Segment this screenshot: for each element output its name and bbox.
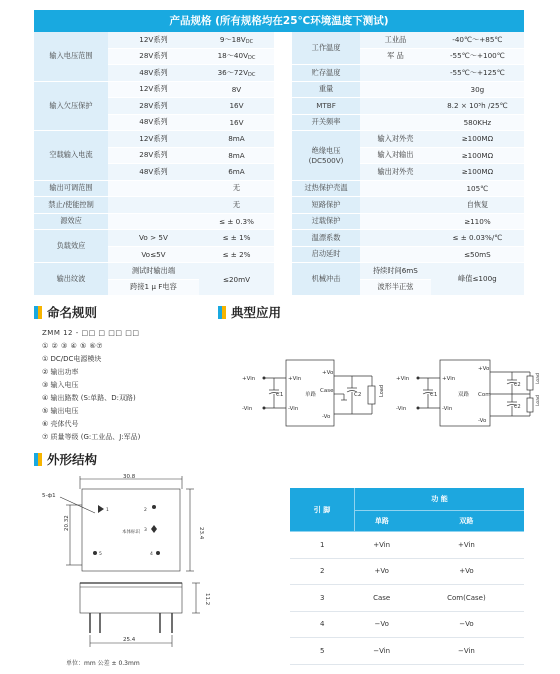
spec-left-value-text: 8mA	[228, 134, 245, 144]
pin-single-cell: −Vo	[355, 611, 409, 638]
pin-label-5: 5	[99, 552, 102, 557]
outline-units: 单位：mm 公差 ± 0.3mm	[66, 660, 140, 667]
weight-label: 重量	[292, 81, 360, 98]
freq-value: 580KHz	[431, 114, 524, 131]
single-pin-vin-p: +Vin	[288, 376, 302, 382]
dim-right: 23.4	[198, 527, 204, 540]
naming-code-line: ZMM 12 - □□ □ □□ □□	[42, 329, 140, 337]
spec-left-cat: 空载输入电流	[34, 131, 108, 181]
spec-left-value	[199, 114, 274, 131]
spec-left-value	[199, 246, 274, 263]
spec-left-value	[199, 213, 274, 230]
spec-left-value-text: 9～18V	[219, 34, 246, 44]
spec-left-cat: 负载效应	[34, 230, 108, 263]
freq-label: 开关频率	[292, 114, 360, 131]
spec-left-cond: 28V系列	[108, 147, 199, 164]
spec-left-cond: 48V系列	[108, 65, 199, 82]
dual-c2a: C2	[514, 382, 521, 388]
dual-c2b: C2	[514, 404, 521, 410]
dual-com: Com	[478, 392, 491, 398]
single-name: 单路	[305, 392, 317, 398]
naming-block	[42, 327, 140, 444]
spec-left-value	[199, 230, 274, 247]
single-c1: C1	[276, 392, 284, 398]
spec-left-cond: 跨接1 μ F电容	[108, 279, 199, 296]
dual-pin-vin-p: +Vin	[442, 376, 456, 382]
spec-left-cond: 12V系列	[108, 81, 199, 98]
spec-left-value	[199, 98, 274, 115]
spec-left-value	[199, 263, 274, 296]
shock-cond2: 波形半正弦	[360, 279, 431, 296]
spec-left-value-text: ≤ ± 2%	[222, 249, 251, 259]
iso-r3: 输出对外壳	[360, 164, 431, 181]
op-temp-industrial: 工业品	[360, 32, 431, 48]
iso-label	[292, 131, 360, 181]
pin-label-1: 1	[106, 508, 109, 513]
single-c2: C2	[354, 392, 362, 398]
dim-pitch: 25.4	[123, 637, 136, 643]
iso-label-line2: (DC500V)	[308, 155, 344, 165]
spec-left-value-text: 16V	[229, 117, 244, 127]
pin-function-table	[290, 488, 524, 665]
naming-item: ① DC/DC电源模块	[42, 355, 102, 363]
spec-left-cond: 48V系列	[108, 114, 199, 131]
weight-value: 30g	[431, 81, 524, 98]
dual-output-diagram	[390, 352, 540, 432]
spec-left-cond: 28V系列	[108, 48, 199, 65]
pin-pin-cell: 1	[290, 532, 355, 559]
naming-item: ④ 输出路数 (S:单路、D:双路)	[42, 394, 136, 402]
spec-left-value-text: 16V	[229, 101, 244, 111]
dual-vo-p: +Vo	[478, 366, 490, 372]
spec-left-cat: 输出可调范围	[34, 180, 108, 197]
naming-item: ⑦ 质量等级 (G:工业品、J:军品)	[42, 433, 141, 441]
pin-row	[290, 585, 524, 612]
spec-left-value-sub: DC	[248, 71, 256, 78]
spec-left-value-text: ≤ ± 0.3%	[219, 216, 254, 226]
mtbf-value: 8.2 × 10⁵h /25℃	[431, 98, 524, 115]
dual-load-b: Load	[536, 395, 541, 406]
spec-left-cond: 12V系列	[108, 131, 199, 148]
spec-left-value	[199, 147, 274, 164]
spec-left-cond	[108, 213, 199, 230]
spec-left-value-text: 6mA	[228, 167, 245, 177]
pin-pin-cell: 2	[290, 558, 355, 585]
spec-left-value-sub: DC	[245, 38, 254, 45]
single-load: Load	[379, 385, 385, 397]
iso-label-line1: 绝缘电压	[311, 145, 341, 155]
spec-left-value	[199, 131, 274, 148]
spec-left-value	[199, 48, 274, 65]
dual-load-a: Load	[536, 373, 541, 384]
iso-r2: 输入对输出	[360, 147, 431, 164]
single-vin-n-label: -Vin	[242, 406, 253, 412]
spec-left-value-text: 8V	[231, 84, 242, 94]
pin-dual-cell: +Vin	[409, 532, 524, 559]
op-temp-industrial-value: -40℃～+85℃	[431, 32, 524, 48]
pin-row	[290, 611, 524, 638]
spec-left-cat: 输入欠压保护	[34, 81, 108, 131]
shock-value: 峰值≤100g	[431, 263, 524, 296]
iso-v2: ≥100MΩ	[431, 147, 524, 164]
pin-col-header: 引 脚	[290, 488, 355, 532]
spec-left-cond: Vo≤5V	[108, 246, 199, 263]
naming-heading-text: 命名规则	[47, 305, 98, 320]
pin-dual-cell: −Vin	[409, 638, 524, 665]
dim-width: 30.8	[123, 474, 136, 480]
pin-row	[290, 558, 524, 585]
op-temp-military: 军 品	[360, 48, 431, 65]
outline-drawing	[40, 475, 220, 670]
dual-col-header: 双路	[409, 511, 524, 532]
tc-value: ≤ ± 0.03%/℃	[431, 230, 524, 247]
pin-single-cell: Case	[355, 585, 409, 612]
op-temp-label: 工作温度	[292, 32, 360, 65]
spec-left-value-text: 36～72V	[217, 67, 248, 77]
pin-single-cell: +Vin	[355, 532, 409, 559]
op-temp-military-value: -55℃～+100℃	[431, 48, 524, 65]
spec-left-value	[199, 164, 274, 181]
spec-left-cat: 输出纹波	[34, 263, 108, 296]
spec-table-right	[292, 32, 524, 296]
pin-label-3: 3	[144, 528, 147, 533]
single-col-header: 单路	[355, 511, 409, 532]
dual-vin-n-label: -Vin	[396, 406, 407, 412]
spec-left-value-text: ≤ ± 1%	[222, 233, 251, 243]
spec-left-cat: 源效应	[34, 213, 108, 230]
pin-dual-cell: −Vo	[409, 611, 524, 638]
storage-label: 贮存温度	[292, 65, 360, 82]
pin-pin-cell: 4	[290, 611, 355, 638]
sc-value: 自恢复	[431, 197, 524, 214]
app-heading-text: 典型应用	[231, 305, 282, 320]
naming-item: ⑤ 输出电压	[42, 407, 79, 415]
pin-label-2: 2	[144, 508, 147, 513]
storage-value: -55℃～+125℃	[431, 65, 524, 82]
single-pin-vin-n: -Vin	[288, 406, 299, 412]
spec-left-cond	[108, 197, 199, 214]
dim-height: 20.32	[64, 515, 70, 531]
app-heading	[218, 303, 281, 321]
spec-left-value	[199, 32, 274, 48]
spec-left-value-text: ≤20mV	[222, 274, 251, 284]
spec-title: 产品规格 (所有规格均在25℃环境温度下测试)	[34, 10, 524, 32]
func-col-header: 功 能	[355, 488, 525, 511]
spec-left-cond	[108, 180, 199, 197]
single-vin-p-label: +Vin	[242, 376, 256, 382]
shock-label: 机械冲击	[292, 263, 360, 296]
dual-name: 双路	[458, 392, 470, 398]
pin-pin-cell: 3	[290, 585, 355, 612]
ol-label: 过载保护	[292, 213, 360, 230]
ol-value: ≥110%	[431, 213, 524, 230]
pin-single-cell: +Vo	[355, 558, 409, 585]
outline-heading-text: 外形结构	[47, 452, 98, 467]
single-vo-p: +Vo	[322, 370, 334, 376]
spec-left-value-text: 8mA	[228, 150, 245, 160]
spec-left-value	[199, 180, 274, 197]
spec-left-cond: 48V系列	[108, 164, 199, 181]
spec-left-cat: 输入电压范围	[34, 32, 108, 81]
pin-row	[290, 532, 524, 559]
naming-heading	[34, 303, 97, 321]
spec-table-left	[34, 32, 274, 296]
spec-left-value-sub: DC	[248, 55, 256, 62]
st-value: ≤50mS	[431, 246, 524, 263]
pin-row	[290, 638, 524, 665]
spec-left-value	[199, 197, 274, 214]
ot-label: 过热保护壳温	[292, 180, 360, 197]
dual-pin-vin-n: -Vin	[442, 406, 453, 412]
sc-label: 短路保护	[292, 197, 360, 214]
outline-heading	[34, 450, 97, 468]
dual-c1: C1	[430, 392, 438, 398]
spec-left-value-text: 18～40V	[217, 51, 248, 61]
shock-cond1: 持续时间6mS	[360, 263, 431, 280]
pin-dual-cell: Com(Case)	[409, 585, 524, 612]
naming-num-line: ① ② ③ ④ ⑤ ⑥⑦	[42, 342, 104, 350]
ot-value: 105℃	[431, 180, 524, 197]
st-label: 启动延时	[292, 246, 360, 263]
tc-label: 温漂系数	[292, 230, 360, 247]
iso-v3: ≥100MΩ	[431, 164, 524, 181]
spec-left-value	[199, 65, 274, 82]
dual-vin-p-label: +Vin	[396, 376, 410, 382]
pin-dual-cell: +Vo	[409, 558, 524, 585]
pin-label-4: 4	[150, 552, 153, 557]
dim-h: 11.2	[204, 593, 210, 606]
spec-left-cond: 12V系列	[108, 32, 199, 48]
spec-left-value-text: 无	[232, 199, 241, 209]
naming-item: ② 输出功率	[42, 368, 79, 376]
dim-pin: 5-ф1	[42, 493, 56, 499]
iso-v1: ≥100MΩ	[431, 131, 524, 148]
dual-vo-n: -Vo	[478, 418, 487, 424]
single-case: Case	[320, 388, 334, 394]
spec-left-value	[199, 81, 274, 98]
spec-left-cond: 测试时输出端	[108, 263, 199, 280]
spec-left-value-text: 无	[232, 183, 241, 193]
pin-pin-cell: 5	[290, 638, 355, 665]
spec-left-cat: 禁止/使能控制	[34, 197, 108, 214]
pin-single-cell: −Vin	[355, 638, 409, 665]
single-output-diagram	[234, 352, 384, 432]
single-vo-n: -Vo	[322, 414, 331, 420]
iso-r1: 输入对外壳	[360, 131, 431, 148]
naming-item: ③ 输入电压	[42, 381, 79, 389]
spec-left-cond: Vo > 5V	[108, 230, 199, 247]
naming-item: ⑥ 壳体代号	[42, 420, 79, 428]
spec-left-cond: 28V系列	[108, 98, 199, 115]
outline-center-label: 本体标识	[122, 530, 140, 535]
mtbf-label: MTBF	[292, 98, 360, 115]
